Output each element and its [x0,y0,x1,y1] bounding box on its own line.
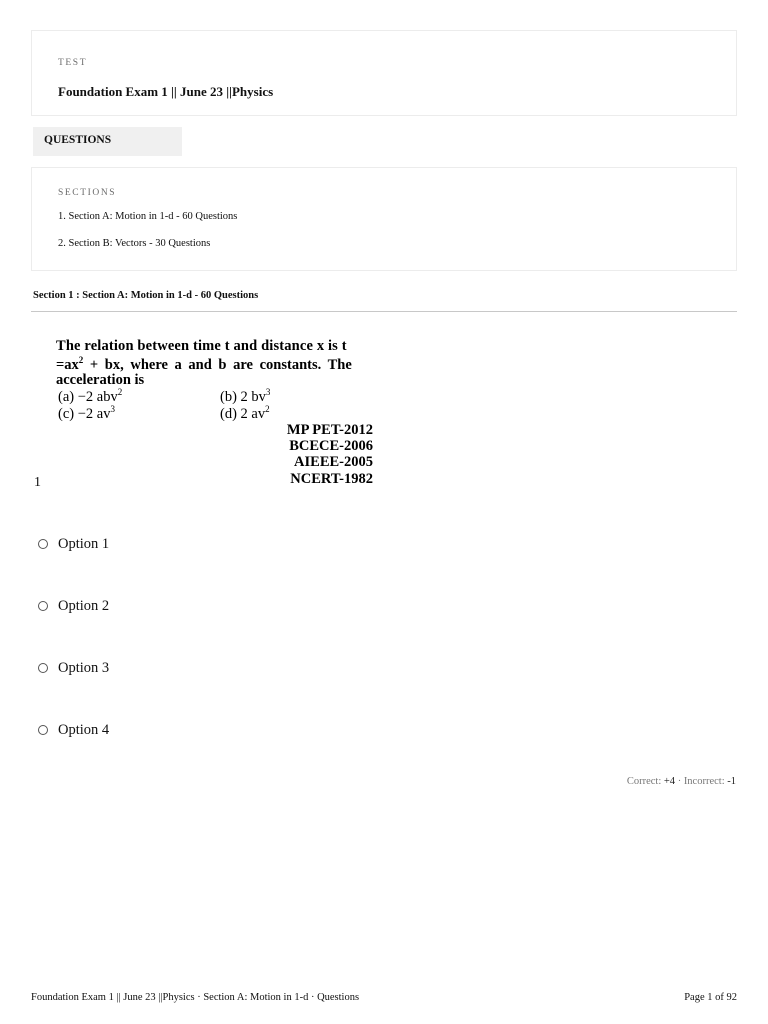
marking-scheme [627,776,736,787]
footer-title: Foundation Exam 1 || June 23 ||Physics · Section A: Motion in 1-d · Questions [31,992,360,1003]
sections-card [31,167,737,271]
answer-choice-d [220,404,270,423]
correct-label: Correct: [626,776,664,787]
radio-button-icon[interactable] [38,663,48,673]
marking-separator: · [675,776,684,787]
question-number: 1 [34,475,41,490]
superscript: 2 [78,355,84,365]
exam-reference: MP PET-2012 [286,422,373,438]
option-label: Option 1 [58,535,110,552]
exam-reference: AIEEE-2005 [294,454,373,470]
sections-label: SECTIONS [58,188,117,198]
superscript: 3 [110,404,115,414]
choice-text: (b) 2 bv [220,388,266,405]
section-link-a[interactable]: 1. Section A: Motion in 1-d - 60 Questions [58,211,238,222]
question-image [54,336,376,492]
choice-text: (d) 2 av [220,405,266,422]
section-heading: Section 1 : Section A: Motion in 1-d - 60 Questions [33,290,259,301]
exam-reference: NCERT-1982 [290,471,373,487]
choice-text: (c) −2 av [58,405,111,422]
answer-choice-c [58,404,115,423]
page-number: Page 1 of 92 [684,992,737,1003]
option-3[interactable] [38,658,109,678]
question-text-line: acceleration is [56,372,145,388]
choice-text: (a) −2 abv [58,388,118,405]
option-4[interactable] [38,720,109,740]
superscript: 2 [117,387,123,397]
incorrect-label: Incorrect: [683,776,728,787]
question-text-fragment: =ax [56,356,79,373]
option-2[interactable] [38,596,109,616]
superscript: 2 [265,404,270,414]
answer-choice-b [220,387,270,406]
option-label: Option 4 [58,721,110,738]
question-text-fragment: + bx, where a and b are constants. The [83,356,352,373]
radio-button-icon[interactable] [38,539,48,549]
answer-choice-a [58,387,122,406]
radio-button-icon[interactable] [38,725,48,735]
section-link-b[interactable]: 2. Section B: Vectors - 30 Questions [58,238,211,249]
exam-reference: BCECE-2006 [289,438,373,454]
test-title: Foundation Exam 1 || June 23 ||Physics [58,84,274,99]
option-label: Option 3 [58,659,110,676]
superscript: 3 [265,387,271,397]
test-card [31,30,737,116]
option-label: Option 2 [58,597,110,614]
question-text-line [56,355,352,374]
option-1[interactable] [38,534,109,554]
correct-marks: +4 [663,776,676,787]
test-label: TEST [58,58,88,68]
incorrect-marks: -1 [727,776,736,787]
section-divider [31,311,737,312]
questions-tab[interactable]: QUESTIONS [33,127,182,156]
radio-button-icon[interactable] [38,601,48,611]
question-text-line: The relation between time t and distance x is t [56,338,347,354]
